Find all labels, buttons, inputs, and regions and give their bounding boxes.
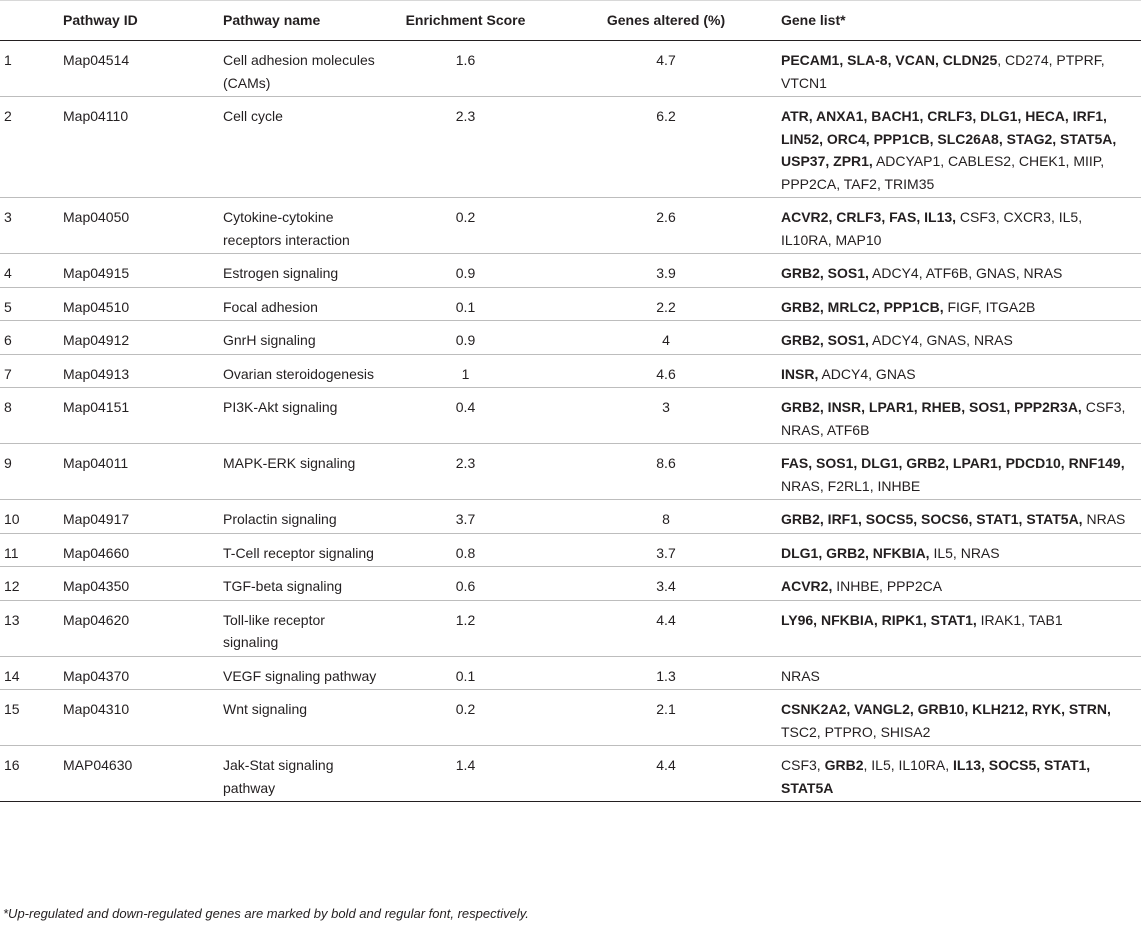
pathway-name: Prolactin signaling	[223, 500, 380, 534]
pathway-id: Map04110	[63, 97, 223, 198]
table-row	[0, 388, 1141, 444]
gene-list	[781, 690, 1141, 746]
row-number: 12	[0, 567, 63, 601]
table-row	[0, 321, 1141, 355]
gene-list	[781, 287, 1141, 321]
pathway-name: Cell cycle	[223, 97, 380, 198]
enrichment-score: 0.1	[380, 656, 551, 690]
row-number: 15	[0, 690, 63, 746]
row-number: 3	[0, 198, 63, 254]
row-number: 5	[0, 287, 63, 321]
enrichment-score: 0.2	[380, 198, 551, 254]
header-enrichment-score: Enrichment Score	[380, 1, 551, 41]
enrichment-score: 1	[380, 354, 551, 388]
genes-altered: 4	[551, 321, 781, 355]
gene-list	[781, 388, 1141, 444]
genes-altered: 8	[551, 500, 781, 534]
upregulated-genes: GRB2, MRLC2, PPP1CB,	[781, 298, 944, 315]
table-row	[0, 690, 1141, 746]
downregulated-genes: , CD274, PTPRF, VTCN1	[781, 52, 1105, 91]
upregulated-genes: IL13, SOCS5, STAT1, STAT5A	[781, 757, 1091, 796]
gene-list	[781, 254, 1141, 288]
enrichment-score: 0.1	[380, 287, 551, 321]
pathway-id: MAP04630	[63, 746, 223, 802]
enrichment-score: 1.6	[380, 41, 551, 97]
downregulated-genes: NRAS, F2RL1, INHBE	[781, 477, 921, 494]
enrichment-score: 0.8	[380, 533, 551, 567]
pathway-id: Map04310	[63, 690, 223, 746]
pathway-id: Map04660	[63, 533, 223, 567]
row-number: 11	[0, 533, 63, 567]
upregulated-genes: GRB2, SOS1,	[781, 265, 869, 281]
table-row	[0, 567, 1141, 601]
genes-altered: 2.2	[551, 287, 781, 321]
downregulated-genes: ADCY4, GNAS, NRAS	[868, 332, 1013, 348]
table-footnote: *Up-regulated and down-regulated genes are marked by bold and regular font, respectively.	[3, 906, 529, 921]
enrichment-score: 2.3	[380, 97, 551, 198]
table-row	[0, 41, 1141, 97]
pathway-name: Jak-Stat signaling pathway	[223, 746, 380, 802]
table-header	[0, 1, 1141, 41]
header-number	[0, 1, 63, 41]
upregulated-genes: GRB2	[824, 757, 864, 773]
genes-altered: 3.7	[551, 533, 781, 567]
gene-list	[781, 97, 1141, 198]
pathway-id: Map04913	[63, 354, 223, 388]
table-row	[0, 287, 1141, 321]
pathway-name: MAPK-ERK signaling	[223, 444, 380, 500]
gene-list	[781, 533, 1141, 567]
genes-altered: 6.2	[551, 97, 781, 198]
upregulated-genes: LY96, NFKBIA, RIPK1, STAT1,	[781, 611, 977, 628]
pathway-name: PI3K-Akt signaling	[223, 388, 380, 444]
enrichment-score: 0.9	[380, 254, 551, 288]
gene-list	[781, 746, 1141, 802]
enrichment-score: 3.7	[380, 500, 551, 534]
pathway-id: Map04912	[63, 321, 223, 355]
pathway-id: Map04050	[63, 198, 223, 254]
downregulated-genes: NRAS	[781, 667, 820, 684]
gene-list	[781, 656, 1141, 690]
downregulated-genes: ADCY4, GNAS	[818, 365, 916, 382]
genes-altered: 3.4	[551, 567, 781, 601]
downregulated-genes: , IL5, IL10RA,	[863, 757, 953, 773]
row-number: 4	[0, 254, 63, 288]
genes-altered: 2.6	[551, 198, 781, 254]
downregulated-genes: FIGF, ITGA2B	[943, 298, 1036, 315]
table-row	[0, 254, 1141, 288]
pathway-name: Cell adhesion molecules (CAMs)	[223, 41, 380, 97]
header-pathway-id: Pathway ID	[63, 1, 223, 41]
genes-altered: 2.1	[551, 690, 781, 746]
enrichment-score: 0.4	[380, 388, 551, 444]
table-row	[0, 600, 1141, 656]
downregulated-genes: IL5, NRAS	[929, 544, 1000, 561]
gene-list	[781, 354, 1141, 388]
enrichment-score: 1.2	[380, 600, 551, 656]
downregulated-genes: INHBE, PPP2CA	[832, 578, 943, 594]
gene-list	[781, 444, 1141, 500]
pathway-name: GnrH signaling	[223, 321, 380, 355]
enrichment-score: 0.9	[380, 321, 551, 355]
pathway-name: TGF-beta signaling	[223, 567, 380, 601]
table-row	[0, 500, 1141, 534]
table-row	[0, 656, 1141, 690]
pathway-id: Map04917	[63, 500, 223, 534]
pathway-name: Wnt signaling	[223, 690, 380, 746]
upregulated-genes: DLG1, GRB2, NFKBIA,	[781, 544, 930, 561]
downregulated-genes: CSF3, NRAS, ATF6B	[781, 399, 1126, 438]
gene-list	[781, 321, 1141, 355]
downregulated-genes: CSF3, CXCR3, IL5, IL10RA, MAP10	[781, 209, 1083, 248]
genes-altered: 4.4	[551, 746, 781, 802]
row-number: 9	[0, 444, 63, 500]
gene-list	[781, 600, 1141, 656]
row-number: 14	[0, 656, 63, 690]
row-number: 6	[0, 321, 63, 355]
row-number: 7	[0, 354, 63, 388]
pathway-id: Map04370	[63, 656, 223, 690]
enrichment-score: 0.6	[380, 567, 551, 601]
upregulated-genes: GRB2, IRF1, SOCS5, SOCS6, STAT1, STAT5A,	[781, 511, 1083, 527]
pathway-name: Estrogen signaling	[223, 254, 380, 288]
pathway-id: Map04350	[63, 567, 223, 601]
header-pathway-name: Pathway name	[223, 1, 380, 41]
downregulated-genes: ADCYAP1, CABLES2, CHEK1, MIIP, PPP2CA, TAF2, TRIM35	[781, 153, 1105, 192]
upregulated-genes: GRB2, INSR, LPAR1, RHEB, SOS1, PPP2R3A,	[781, 399, 1082, 415]
row-number: 10	[0, 500, 63, 534]
downregulated-genes: TSC2, PTPRO, SHISA2	[781, 723, 931, 740]
pathway-name: Cytokine-cytokine receptors interaction	[223, 198, 380, 254]
gene-list	[781, 41, 1141, 97]
row-number: 13	[0, 600, 63, 656]
upregulated-genes: GRB2, SOS1,	[781, 332, 869, 348]
pathway-name: Focal adhesion	[223, 287, 380, 321]
pathway-name: VEGF signaling pathway	[223, 656, 380, 690]
genes-altered: 3	[551, 388, 781, 444]
row-number: 16	[0, 746, 63, 802]
gene-list	[781, 567, 1141, 601]
pathway-id: Map04915	[63, 254, 223, 288]
downregulated-genes: NRAS	[1082, 511, 1126, 527]
downregulated-genes: CSF3,	[781, 757, 825, 773]
pathway-id: Map04011	[63, 444, 223, 500]
header-genes-altered: Genes altered (%)	[551, 1, 781, 41]
upregulated-genes: CSNK2A2, VANGL2, GRB10, KLH212, RYK, STRN,	[781, 701, 1111, 717]
table-body	[0, 41, 1141, 802]
upregulated-genes: FAS, SOS1, DLG1, GRB2, LPAR1, PDCD10, RNF149,	[781, 455, 1125, 471]
pathway-name: Ovarian steroidogenesis	[223, 354, 380, 388]
pathway-id: Map04514	[63, 41, 223, 97]
upregulated-genes: ACVR2, CRLF3, FAS, IL13,	[781, 209, 957, 225]
enrichment-score: 2.3	[380, 444, 551, 500]
upregulated-genes: INSR,	[781, 365, 819, 382]
pathway-id: Map04620	[63, 600, 223, 656]
row-number: 8	[0, 388, 63, 444]
pathway-id: Map04510	[63, 287, 223, 321]
gene-list	[781, 500, 1141, 534]
enrichment-score: 0.2	[380, 690, 551, 746]
table-row	[0, 746, 1141, 802]
upregulated-genes: ACVR2,	[781, 578, 833, 594]
upregulated-genes: ATR, ANXA1, BACH1, CRLF3, DLG1, HECA, IRF1, LIN52, ORC4, PPP1CB, SLC26A8, STAG2, STAT5A, USP37, ZPR1,	[781, 108, 1117, 169]
enrichment-score: 1.4	[380, 746, 551, 802]
genes-altered: 4.4	[551, 600, 781, 656]
downregulated-genes: IRAK1, TAB1	[976, 611, 1063, 628]
pathway-name: T-Cell receptor signaling	[223, 533, 380, 567]
table-row	[0, 97, 1141, 198]
row-number: 1	[0, 41, 63, 97]
genes-altered: 4.7	[551, 41, 781, 97]
table-row	[0, 354, 1141, 388]
downregulated-genes: ADCY4, ATF6B, GNAS, NRAS	[868, 265, 1063, 281]
pathway-name: Toll-like receptor signaling	[223, 600, 380, 656]
table-row	[0, 444, 1141, 500]
genes-altered: 8.6	[551, 444, 781, 500]
genes-altered: 1.3	[551, 656, 781, 690]
genes-altered: 4.6	[551, 354, 781, 388]
row-number: 2	[0, 97, 63, 198]
table-row	[0, 198, 1141, 254]
genes-altered: 3.9	[551, 254, 781, 288]
gene-list	[781, 198, 1141, 254]
table-row	[0, 533, 1141, 567]
pathway-id: Map04151	[63, 388, 223, 444]
upregulated-genes: PECAM1, SLA-8, VCAN, CLDN25	[781, 52, 998, 68]
header-gene-list: Gene list*	[781, 1, 1141, 41]
